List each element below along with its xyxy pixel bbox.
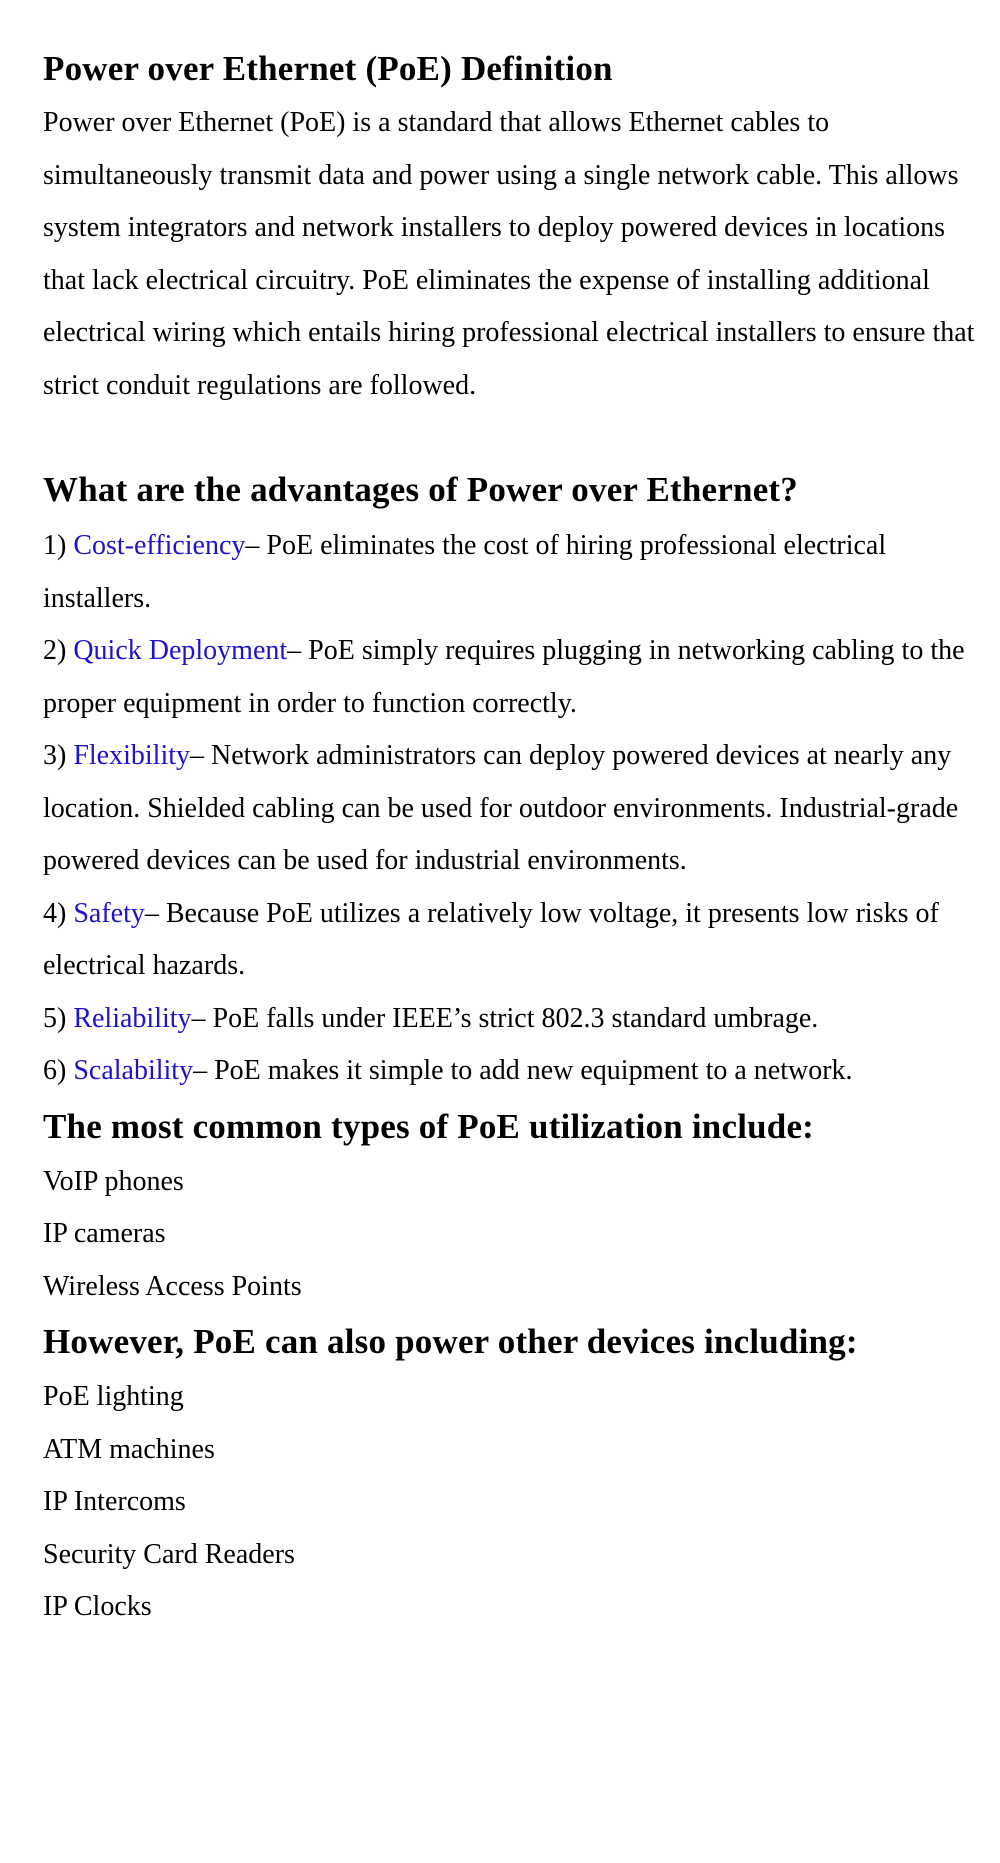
advantage-item: [43, 625, 980, 730]
advantage-link-safety[interactable]: Safety: [73, 897, 145, 929]
advantage-link-quick-deployment[interactable]: Quick Deployment: [73, 635, 288, 666]
list-item: VoIP phones: [43, 1165, 184, 1197]
list-item: IP cameras: [43, 1218, 166, 1249]
advantage-description: – PoE simply requires plugging in networking cabling to the proper equipment in order to function correctly.: [43, 635, 965, 719]
advantage-number: 2): [43, 635, 74, 666]
other-uses-list: [43, 1371, 980, 1634]
advantage-description: – Because PoE utilizes a relatively low voltage, it presents low risks of electrical hazards.: [43, 897, 939, 981]
list-item: PoE lighting: [43, 1381, 184, 1412]
advantage-item: [43, 1045, 980, 1098]
advantage-description: – PoE makes it simple to add new equipment to a network.: [193, 1055, 853, 1086]
list-item: IP Clocks: [43, 1591, 152, 1622]
advantage-item: [43, 520, 980, 625]
intro-paragraph: Power over Ethernet (PoE) is a standard that allows Ethernet cables to simultaneously transmit data and power using a single network cable. This allows system integrators and network installers to deploy powered devices in locations that lack electrical circuitry. PoE eliminates the expense of installing additional electrical wiring which entails hiring professional electrical installers to ensure that strict conduit regulations are followed.: [43, 107, 975, 401]
advantage-number: 4): [43, 897, 74, 929]
advantage-link-cost-efficiency[interactable]: Cost-efficiency: [73, 530, 246, 561]
common-uses-heading: The most common types of PoE utilization include:: [43, 1106, 815, 1146]
common-uses-list: [43, 1156, 980, 1314]
advantage-link-flexibility[interactable]: Flexibility: [73, 740, 191, 771]
advantage-item: [43, 730, 980, 888]
advantage-description: – PoE eliminates the cost of hiring professional electrical installers.: [43, 530, 887, 614]
advantage-link-reliability[interactable]: Reliability: [73, 1002, 192, 1034]
other-uses-heading: However, PoE can also power other devices including:: [43, 1322, 858, 1361]
advantage-number: 1): [43, 530, 74, 561]
advantages-list: [43, 520, 980, 1098]
advantage-number: 5): [43, 1002, 74, 1034]
intro-heading: Power over Ethernet (PoE) Definition: [43, 49, 613, 88]
list-item: ATM machines: [43, 1433, 215, 1465]
list-item: IP Intercoms: [43, 1486, 186, 1517]
advantage-item: [43, 888, 980, 993]
advantage-description: – Network administrators can deploy powered devices at nearly any location. Shielded cabling can be used for outdoor environments. Industrial-grade powered devices can be used for industrial environments.: [43, 740, 959, 876]
list-item: Security Card Readers: [43, 1538, 295, 1570]
advantage-description: – PoE falls under IEEE’s strict 802.3 standard umbrage.: [191, 1002, 819, 1034]
advantage-number: 6): [43, 1055, 74, 1086]
advantage-link-scalability[interactable]: Scalability: [73, 1055, 194, 1086]
advantage-item: [43, 993, 980, 1046]
list-item: Wireless Access Points: [43, 1270, 302, 1302]
advantages-heading: What are the advantages of Power over Ethernet?: [43, 470, 798, 509]
advantage-number: 3): [43, 740, 74, 771]
